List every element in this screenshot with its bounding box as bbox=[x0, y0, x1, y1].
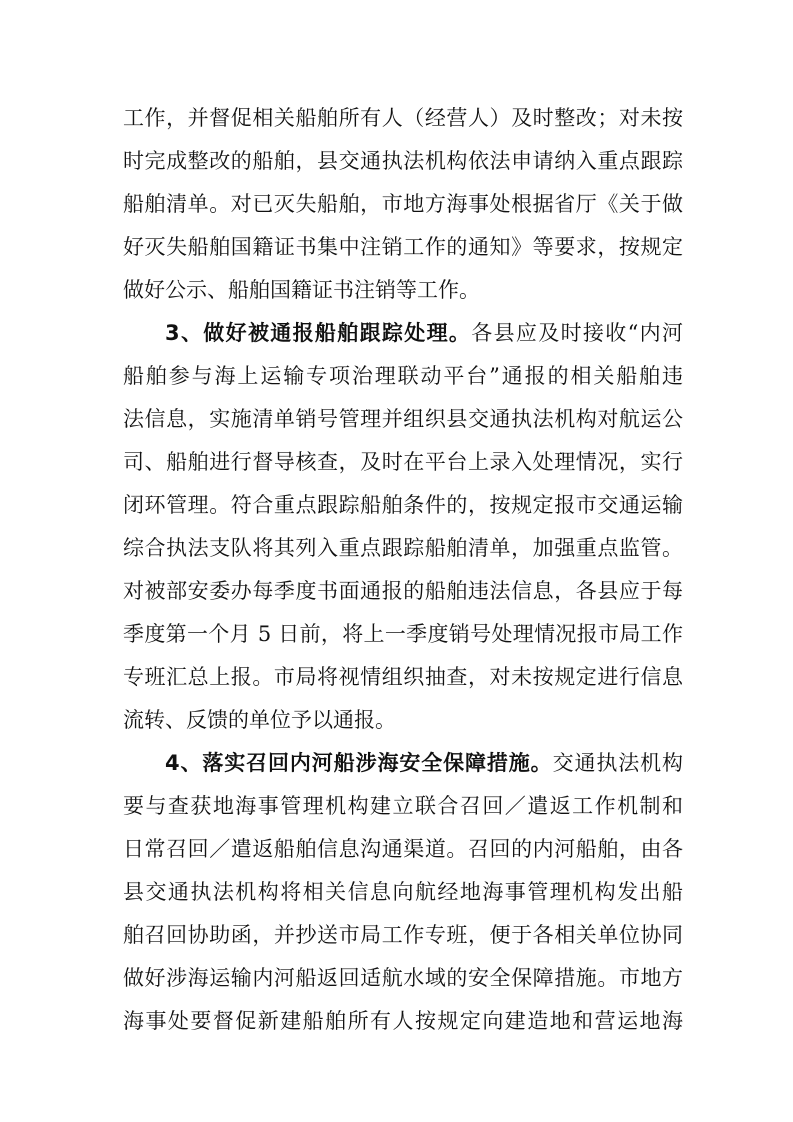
section-3-line-7: 对被部安委办每季度书面通报的船舶违法信息，各县应于每 bbox=[123, 579, 683, 603]
section-3-line-2: 船舶参与海上运输专项治理联动平台”通报的相关船舶违 bbox=[123, 364, 683, 388]
section-4-line-7: 海事处要督促新建船舶所有人按规定向建造地和营运地海 bbox=[123, 1009, 683, 1033]
section-4-first-line-text: 交通执法机构 bbox=[552, 751, 683, 775]
section-3-line-8: 季度第一个月 5 日前，将上一季度销号处理情况报市局工作 bbox=[123, 622, 683, 646]
section-4-heading: 4、落实召回内河船涉海安全保障措施。 bbox=[165, 751, 553, 775]
section-3-heading: 3、做好被通报船舶跟踪处理。 bbox=[165, 321, 472, 345]
section-3-line-6: 综合执法支队将其列入重点跟踪船舶清单，加强重点监管。 bbox=[123, 536, 683, 560]
section-4-line-3: 日常召回／遣返船舶信息沟通渠道。召回的内河船舶，由各 bbox=[123, 837, 683, 861]
section-3-line-4: 司、船舶进行督导核查，及时在平台上录入处理情况，实行 bbox=[123, 450, 683, 474]
section-4-line-2: 要与查获地海事管理机构建立联合召回／遣返工作机制和 bbox=[123, 794, 683, 818]
section-3-line-5: 闭环管理。符合重点跟踪船舶条件的，按规定报市交通运输 bbox=[123, 493, 683, 517]
section-4-line-5: 舶召回协助函，并抄送市局工作专班，便于各相关单位协同 bbox=[123, 923, 683, 947]
paragraph-1-line-2: 时完成整改的船舶，县交通执法机构依法申请纳入重点跟踪 bbox=[123, 149, 683, 173]
paragraph-1-line-1: 工作，并督促相关船舶所有人（经营人）及时整改；对未按 bbox=[123, 106, 683, 130]
paragraph-1-line-4: 好灭失船舶国籍证书集中注销工作的通知》等要求，按规定 bbox=[123, 235, 683, 259]
section-4-line-6: 做好涉海运输内河船返回适航水域的安全保障措施。市地方 bbox=[123, 966, 683, 990]
section-4-first-line bbox=[123, 742, 683, 785]
paragraph-1-line-5: 做好公示、船舶国籍证书注销等工作。 bbox=[123, 278, 480, 302]
section-3-first-line-text: 各县应及时接收“内河 bbox=[471, 321, 683, 345]
section-3-line-10: 流转、反馈的单位予以通报。 bbox=[123, 708, 396, 732]
paragraph-1-line-3: 船舶清单。对已灭失船舶，市地方海事处根据省厅《关于做 bbox=[123, 192, 683, 216]
document-body bbox=[123, 97, 683, 1043]
section-3-line-9: 专班汇总上报。市局将视情组织抽查，对未按规定进行信息 bbox=[123, 665, 683, 689]
section-4-line-4: 县交通执法机构将相关信息向航经地海事管理机构发出船 bbox=[123, 880, 683, 904]
section-3-line-3: 法信息，实施清单销号管理并组织县交通执法机构对航运公 bbox=[123, 407, 683, 431]
section-3-first-line bbox=[123, 312, 683, 355]
